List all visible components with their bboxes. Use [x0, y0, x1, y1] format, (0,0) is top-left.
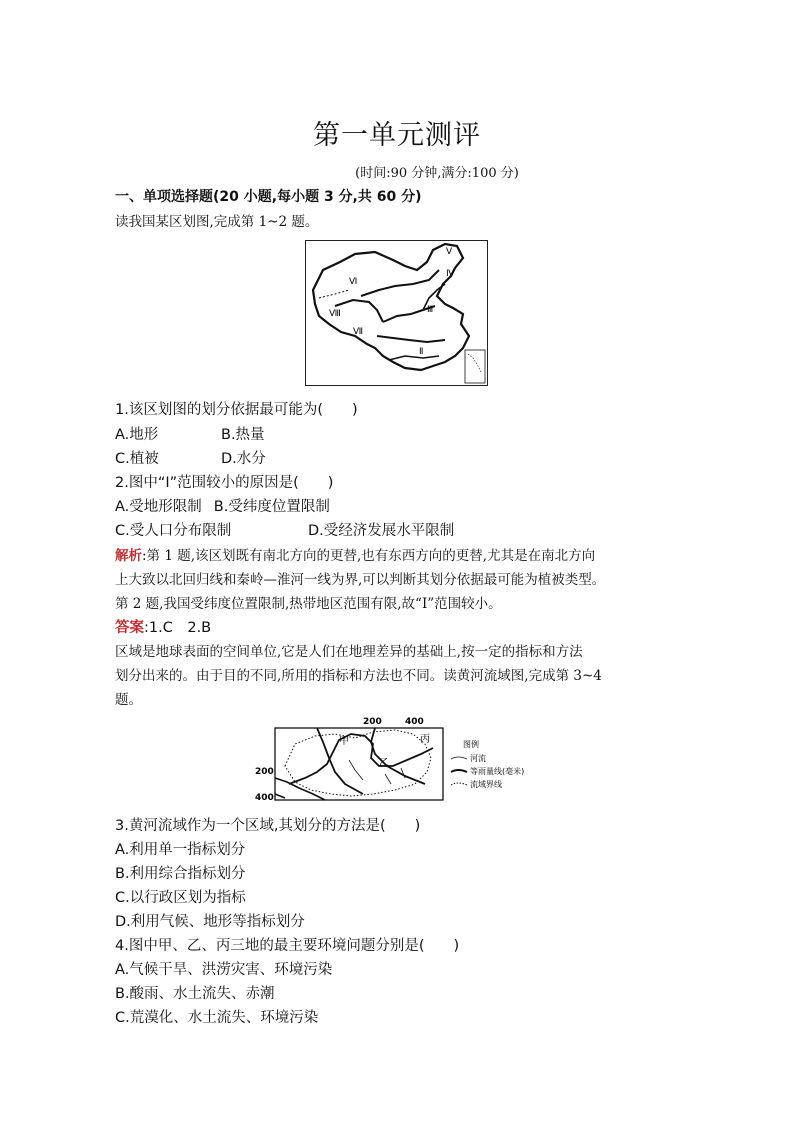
zone-label: Ⅱ: [419, 347, 424, 357]
question-3-option-c[interactable]: C.以行政区划为指标: [115, 890, 246, 906]
analysis-line-2: 上大致以北回归线和秦岭—淮河一线为界,可以判断其划分依据最可能为植被类型。: [115, 572, 606, 588]
zone-label: Ⅵ: [349, 277, 358, 287]
yellow-river-basin-map: [255, 714, 545, 804]
isohyet-label: 400: [255, 793, 274, 803]
intro-q3-4-line-3: 题。: [115, 692, 142, 708]
option-b[interactable]: B.受纬度位置限制: [213, 499, 330, 515]
legend-title: 图例: [463, 740, 479, 749]
isohyet-label: 200: [363, 717, 382, 727]
question-4-option-b[interactable]: B.酸雨、水土流失、赤潮: [115, 986, 275, 1002]
analysis-line-3: 第 2 题,我国受纬度位置限制,热带地区范围有限,故“Ⅰ”范围较小。: [115, 596, 502, 612]
legend-river: 河流: [470, 754, 486, 763]
isohyet-label: 200: [255, 767, 274, 777]
question-1-options-cd: [115, 447, 515, 468]
analysis-line-1: [115, 544, 595, 564]
zone-label: Ⅳ: [446, 269, 455, 279]
china-zoning-map: [305, 240, 488, 386]
answer-text: :1.C 2.B: [144, 620, 212, 636]
option-a[interactable]: A.受地形限制: [115, 499, 202, 515]
question-3-option-d[interactable]: D.利用气候、地形等指标划分: [115, 914, 305, 930]
legend-boundary-swatch: [451, 783, 467, 785]
question-2-options-ab: [115, 495, 330, 516]
legend-boundary: 流域界线: [470, 780, 502, 789]
option-d[interactable]: D.水分: [221, 451, 266, 467]
question-4-option-a[interactable]: A.气候干旱、洪涝灾害、环境污染: [115, 962, 333, 978]
page-title: 第一单元测评: [313, 120, 481, 151]
legend-isohyet: 等雨量线(毫米): [470, 767, 525, 776]
intro-q1-2: 读我国某区划图,完成第 1~2 题。: [115, 214, 319, 230]
legend-river-swatch: [451, 757, 467, 759]
isohyet-label: 400: [405, 717, 424, 727]
question-4-stem: 4.图中甲、乙、丙三地的最主要环境问题分别是( ): [115, 938, 460, 954]
analysis-label: 解析: [115, 548, 142, 564]
analysis-text: :第 1 题,该区划既有南北方向的更替,也有东西方向的更替,尤其是在南北方向: [142, 548, 596, 564]
region-jia-label: 甲: [339, 736, 349, 747]
option-b[interactable]: B.热量: [221, 427, 265, 443]
zone-label: Ⅶ: [353, 327, 364, 337]
question-2-options-cd: [115, 519, 575, 540]
zone-label: Ⅴ: [446, 247, 453, 257]
option-c[interactable]: C.受人口分布限制: [115, 523, 232, 539]
zone-label: Ⅲ: [427, 305, 434, 315]
intro-q3-4-line-2: 划分出来的。由于目的不同,所用的指标和方法也不同。读黄河流域图,完成第 3~4: [115, 668, 602, 684]
legend-isohyet-swatch: [451, 770, 467, 772]
option-c[interactable]: C.植被: [115, 451, 159, 467]
exam-subtitle: (时间:90 分钟,满分:100 分): [355, 166, 519, 181]
intro-q3-4-line-1: 区域是地球表面的空间单位,它是人们在地理差异的基础上,按一定的指标和方法: [115, 644, 583, 660]
answer-label: 答案: [115, 620, 144, 636]
region-yi-label: 乙: [379, 758, 389, 769]
section-heading: 一、单项选择题(20 小题,每小题 3 分,共 60 分): [115, 189, 422, 205]
question-3-option-a[interactable]: A.利用单一指标划分: [115, 842, 246, 858]
question-4-option-c[interactable]: C.荒漠化、水土流失、环境污染: [115, 1010, 319, 1026]
option-a[interactable]: A.地形: [115, 427, 159, 443]
option-d[interactable]: D.受经济发展水平限制: [308, 523, 455, 539]
question-1-stem: 1.该区划图的划分依据最可能为( ): [115, 402, 358, 418]
zone-label: Ⅷ: [329, 309, 341, 319]
region-bing-label: 丙: [420, 734, 430, 745]
question-3-stem: 3.黄河流域作为一个区域,其划分的方法是( ): [115, 818, 421, 834]
question-1-options-ab: [115, 423, 515, 444]
answer-line: [115, 616, 211, 637]
question-2-stem: 2.图中“Ⅰ”范围较小的原因是( ): [115, 475, 334, 491]
question-3-option-b[interactable]: B.利用综合指标划分: [115, 866, 246, 882]
